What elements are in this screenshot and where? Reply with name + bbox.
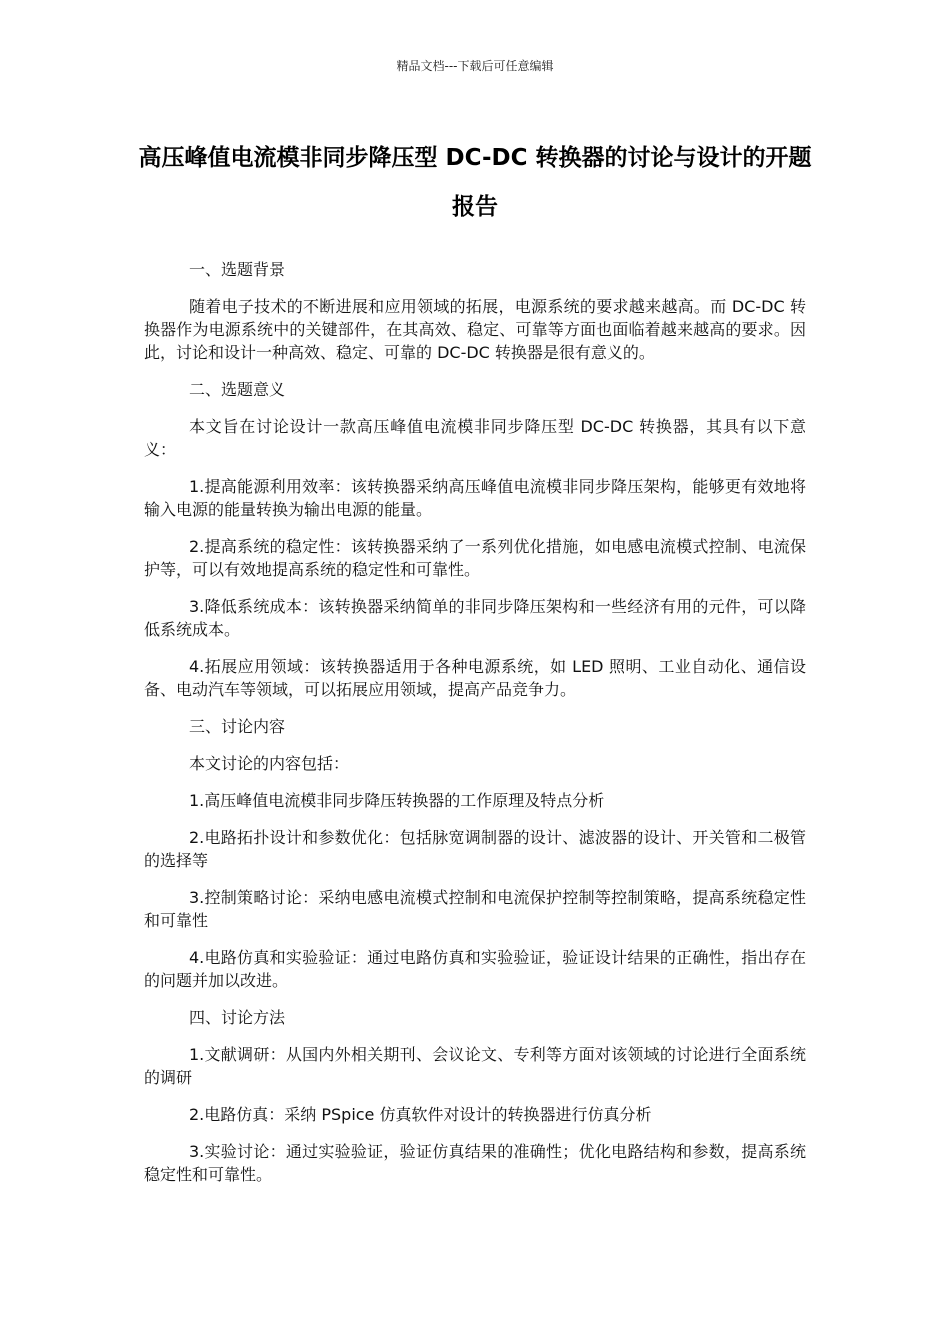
document-body — [144, 258, 806, 1200]
paragraph-significance-intro: 本文旨在讨论设计一款高压峰值电流模非同步降压型 DC-DC 转换器，其具有以下意义： — [144, 417, 806, 459]
paragraph-background: 随着电子技术的不断进展和应用领域的拓展，电源系统的要求越来越高。而 DC-DC 转换器作为电源系统中的关键部件，在其高效、稳定、可靠等方面也面临着越来越高的要求。因此，讨论和设计一种高效、稳定、可靠的 DC-DC 转换器是很有意义的。 — [144, 297, 806, 362]
list-item-methods-3: 3.实验讨论：通过实验验证，验证仿真结果的准确性；优化电路结构和参数，提高系统稳定性和可靠性。 — [144, 1142, 806, 1184]
list-item-methods-1: 1.文献调研：从国内外相关期刊、会议论文、专利等方面对该领域的讨论进行全面系统的调研 — [144, 1045, 806, 1087]
list-item-methods-2: 2.电路仿真：采纳 PSpice 仿真软件对设计的转换器进行仿真分析 — [189, 1105, 652, 1124]
list-item-content-4: 4.电路仿真和实验验证：通过电路仿真和实验验证，验证设计结果的正确性，指出存在的问题并加以改进。 — [144, 948, 806, 990]
list-item-content-1: 1.高压峰值电流模非同步降压转换器的工作原理及特点分析 — [189, 791, 605, 810]
list-item-significance-3: 3.降低系统成本：该转换器采纳简单的非同步降压架构和一些经济有用的元件，可以降低系统成本。 — [144, 597, 806, 639]
document-title: 高压峰值电流模非同步降压型 DC-DC 转换器的讨论与设计的开题报告 — [138, 145, 812, 220]
section-heading-background: 一、选题背景 — [189, 260, 286, 279]
list-item-content-3: 3.控制策略讨论：采纳电感电流模式控制和电流保护控制等控制策略，提高系统稳定性和可靠性 — [144, 888, 806, 930]
list-item-content-2: 2.电路拓扑设计和参数优化：包括脉宽调制器的设计、滤波器的设计、开关管和二极管的选择等 — [144, 828, 806, 870]
section-heading-significance: 二、选题意义 — [189, 380, 286, 399]
list-item-significance-4: 4.拓展应用领域：该转换器适用于各种电源系统，如 LED 照明、工业自动化、通信设备、电动汽车等领域，可以拓展应用领域，提高产品竞争力。 — [144, 657, 806, 699]
paragraph-content-intro: 本文讨论的内容包括： — [189, 754, 350, 773]
section-heading-methods: 四、讨论方法 — [189, 1008, 286, 1027]
list-item-significance-2: 2.提高系统的稳定性：该转换器采纳了一系列优化措施，如电感电流模式控制、电流保护等，可以有效地提高系统的稳定性和可靠性。 — [144, 537, 806, 579]
page-header-note: 精品文档---下载后可任意编辑 — [396, 59, 554, 73]
list-item-significance-1: 1.提高能源利用效率：该转换器采纳高压峰值电流模非同步降压架构，能够更有效地将输入电源的能量转换为输出电源的能量。 — [144, 477, 806, 519]
section-heading-content: 三、讨论内容 — [189, 717, 286, 736]
